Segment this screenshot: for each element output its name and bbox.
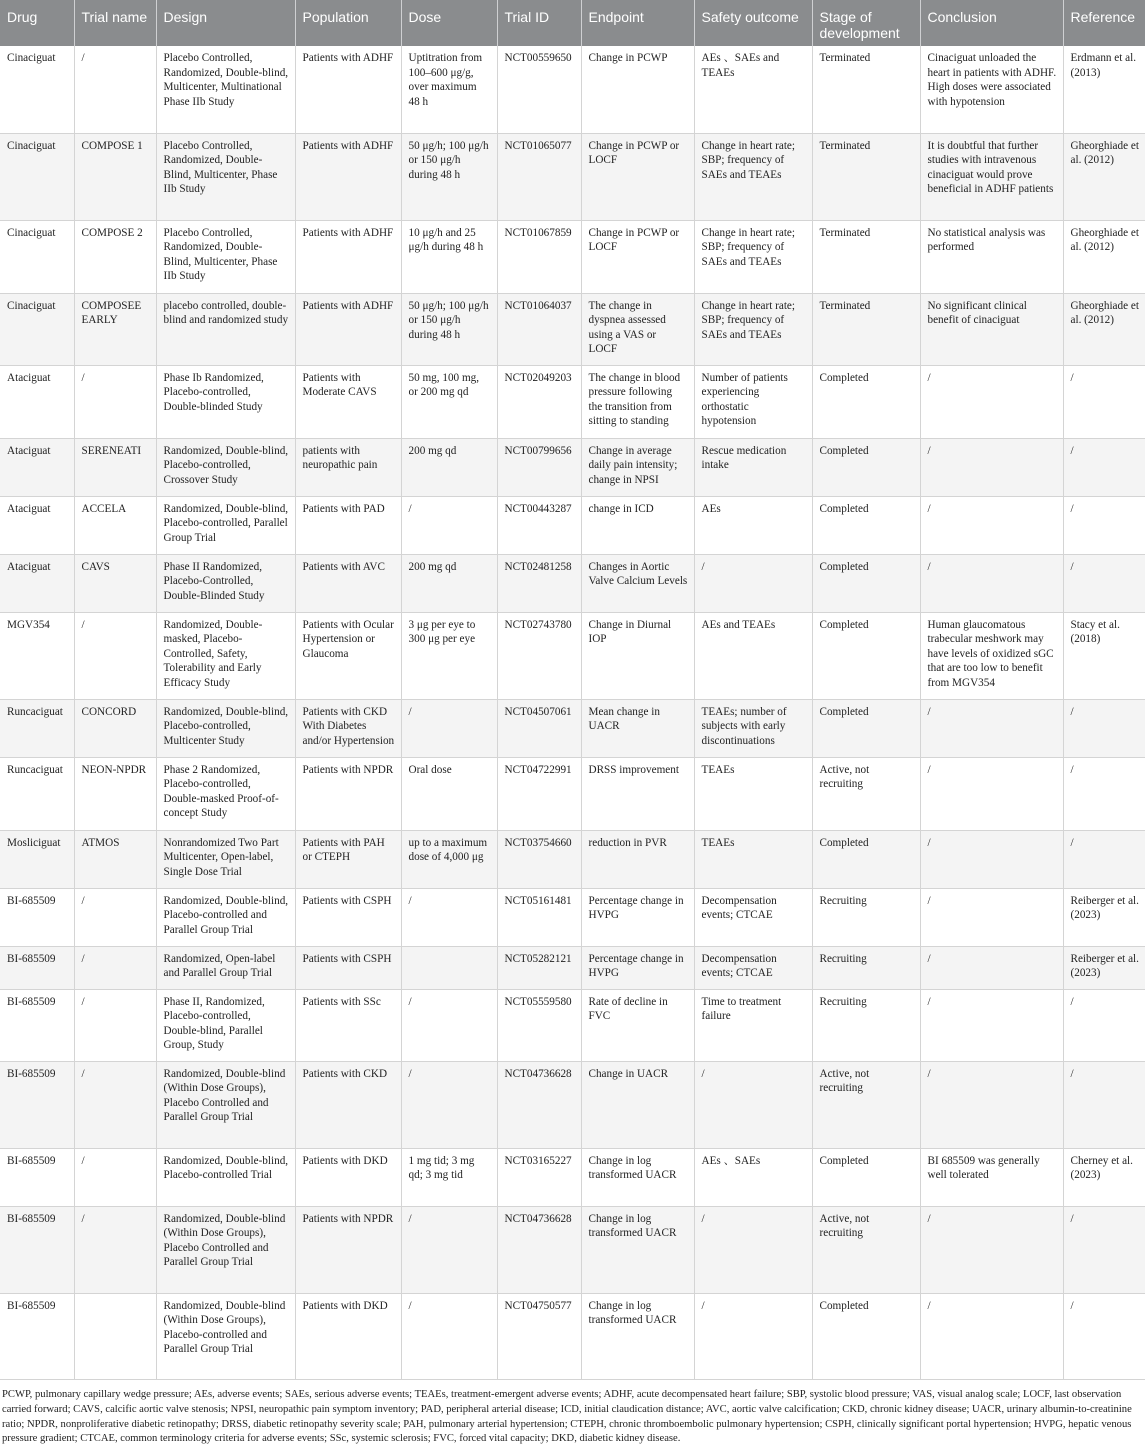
cell-population: Patients with PAD bbox=[295, 496, 401, 554]
cell-dose: 10 μg/h and 25 μg/h during 48 h bbox=[401, 220, 497, 293]
cell-trial-name: COMPOSEE EARLY bbox=[74, 293, 156, 365]
cell-safety-outcome: Decompensation events; CTCAE bbox=[694, 888, 812, 946]
cell-reference: Gheorghiade et al. (2012) bbox=[1063, 220, 1145, 293]
cell-trial-name: / bbox=[74, 1206, 156, 1293]
cell-safety-outcome: / bbox=[694, 1206, 812, 1293]
cell-dose: 200 mg qd bbox=[401, 554, 497, 612]
cell-trial-name: / bbox=[74, 1061, 156, 1148]
cell-reference: / bbox=[1063, 830, 1145, 888]
cell-dose: / bbox=[401, 496, 497, 554]
table-row bbox=[0, 133, 1145, 220]
cell-drug: BI-685509 bbox=[0, 888, 74, 946]
cell-safety-outcome: TEAEs bbox=[694, 830, 812, 888]
cell-endpoint: change in ICD bbox=[581, 496, 694, 554]
cell-dose: 50 mg, 100 mg, or 200 mg qd bbox=[401, 365, 497, 438]
cell-drug: Ataciguat bbox=[0, 554, 74, 612]
cell-trial-name: / bbox=[74, 989, 156, 1061]
cell-stage: Completed bbox=[812, 1293, 920, 1379]
cell-population: Patients with DKD bbox=[295, 1148, 401, 1206]
cell-conclusion: / bbox=[920, 830, 1063, 888]
cell-stage: Completed bbox=[812, 1148, 920, 1206]
table-row bbox=[0, 989, 1145, 1061]
cell-trial-id: NCT04722991 bbox=[497, 757, 581, 830]
cell-drug: MGV354 bbox=[0, 612, 74, 699]
cell-trial-id: NCT03754660 bbox=[497, 830, 581, 888]
cell-stage: Completed bbox=[812, 554, 920, 612]
cell-design: Placebo Controlled, Randomized, Double-Blind, Multicenter, Phase IIb Study bbox=[156, 220, 295, 293]
cell-endpoint: Change in PCWP or LOCF bbox=[581, 220, 694, 293]
cell-dose bbox=[401, 946, 497, 989]
table-row bbox=[0, 699, 1145, 757]
cell-design: Placebo Controlled, Randomized, Double-Blind, Multicenter, Phase IIb Study bbox=[156, 133, 295, 220]
cell-endpoint: Change in UACR bbox=[581, 1061, 694, 1148]
cell-population: Patients with CSPH bbox=[295, 888, 401, 946]
header-trial-id: Trial ID bbox=[497, 0, 581, 46]
cell-trial-name: / bbox=[74, 1148, 156, 1206]
header-safety-outcome: Safety outcome bbox=[694, 0, 812, 46]
cell-population: Patients with NPDR bbox=[295, 757, 401, 830]
cell-population: Patients with ADHF bbox=[295, 46, 401, 133]
cell-conclusion: / bbox=[920, 438, 1063, 496]
cell-population: Patients with Ocular Hypertension or Glaucoma bbox=[295, 612, 401, 699]
cell-endpoint: Percentage change in HVPG bbox=[581, 888, 694, 946]
table-row bbox=[0, 1206, 1145, 1293]
cell-trial-id: NCT03165227 bbox=[497, 1148, 581, 1206]
cell-conclusion: It is doubtful that further studies with intravenous cinaciguat would prove beneficial in ADHF patients bbox=[920, 133, 1063, 220]
table-row bbox=[0, 757, 1145, 830]
cell-stage: Recruiting bbox=[812, 989, 920, 1061]
header-dose: Dose bbox=[401, 0, 497, 46]
table-body bbox=[0, 46, 1145, 1379]
table-row bbox=[0, 293, 1145, 365]
cell-trial-name: CONCORD bbox=[74, 699, 156, 757]
cell-dose: 200 mg qd bbox=[401, 438, 497, 496]
cell-dose: / bbox=[401, 1061, 497, 1148]
cell-design: Phase 2 Randomized, Placebo-controlled, Double-masked Proof-of-concept Study bbox=[156, 757, 295, 830]
cell-safety-outcome: Change in heart rate; SBP; frequency of SAEs and TEAEs bbox=[694, 133, 812, 220]
cell-population: Patients with CKD With Diabetes and/or Hypertension bbox=[295, 699, 401, 757]
cell-design: Randomized, Double-blind (Within Dose Groups), Placebo Controlled and Parallel Group Trial bbox=[156, 1061, 295, 1148]
header-design: Design bbox=[156, 0, 295, 46]
cell-endpoint: Change in log transformed UACR bbox=[581, 1206, 694, 1293]
cell-dose: Uptitration from 100–600 μg/g, over maximum 48 h bbox=[401, 46, 497, 133]
cell-trial-name: SERENEATI bbox=[74, 438, 156, 496]
cell-trial-name: COMPOSE 2 bbox=[74, 220, 156, 293]
cell-drug: Ataciguat bbox=[0, 496, 74, 554]
cell-reference: / bbox=[1063, 438, 1145, 496]
cell-trial-name bbox=[74, 1293, 156, 1379]
cell-reference: / bbox=[1063, 496, 1145, 554]
cell-trial-id: NCT04750577 bbox=[497, 1293, 581, 1379]
cell-safety-outcome: AEs bbox=[694, 496, 812, 554]
cell-trial-name: COMPOSE 1 bbox=[74, 133, 156, 220]
header-reference: Reference bbox=[1070, 9, 1136, 25]
header-drug: Drug bbox=[0, 0, 74, 46]
cell-reference: Gheorghiade et al. (2012) bbox=[1063, 293, 1145, 365]
cell-safety-outcome: / bbox=[694, 554, 812, 612]
table-row bbox=[0, 496, 1145, 554]
cell-safety-outcome: Rescue medication intake bbox=[694, 438, 812, 496]
table-row bbox=[0, 365, 1145, 438]
table-row bbox=[0, 554, 1145, 612]
cell-conclusion: / bbox=[920, 554, 1063, 612]
cell-drug: BI-685509 bbox=[0, 1148, 74, 1206]
cell-trial-id: NCT02743780 bbox=[497, 612, 581, 699]
cell-endpoint: Changes in Aortic Valve Calcium Levels bbox=[581, 554, 694, 612]
cell-reference: Reiberger et al. (2023) bbox=[1063, 888, 1145, 946]
cell-reference: / bbox=[1063, 989, 1145, 1061]
cell-trial-id: NCT01067859 bbox=[497, 220, 581, 293]
cell-trial-id: NCT00443287 bbox=[497, 496, 581, 554]
table-row bbox=[0, 1061, 1145, 1148]
cell-population: Patients with CKD bbox=[295, 1061, 401, 1148]
cell-dose: 50 μg/h; 100 μg/h or 150 μg/h during 48 h bbox=[401, 293, 497, 365]
cell-reference: Gheorghiade et al. (2012) bbox=[1063, 133, 1145, 220]
cell-conclusion: No significant clinical benefit of cinaciguat bbox=[920, 293, 1063, 365]
cell-safety-outcome: Time to treatment failure bbox=[694, 989, 812, 1061]
table-header bbox=[0, 0, 1145, 46]
cell-conclusion: / bbox=[920, 946, 1063, 989]
cell-population: Patients with ADHF bbox=[295, 133, 401, 220]
cell-trial-name: / bbox=[74, 46, 156, 133]
cell-trial-name: / bbox=[74, 365, 156, 438]
cell-trial-id: NCT02481258 bbox=[497, 554, 581, 612]
cell-reference: / bbox=[1063, 1061, 1145, 1148]
cell-stage: Completed bbox=[812, 438, 920, 496]
header-conclusion: Conclusion bbox=[920, 0, 1063, 46]
cell-population: Patients with DKD bbox=[295, 1293, 401, 1379]
table-row bbox=[0, 438, 1145, 496]
cell-trial-id: NCT05161481 bbox=[497, 888, 581, 946]
table-footnote: PCWP, pulmonary capillary wedge pressure; AEs, adverse events; SAEs, serious adverse events; TEAEs, treatment-emergent adverse events; ADHF, acute decompensated heart failure; SBP, systolic blood pressure; VAS, visual analog scale; LOCF, last observation carried forward; CAVS, calcific aortic valve stenosis; NPSI, neuropathic pain symptom inventory; PAD, peripheral arterial disease; ICD, initial claudication distance; AVC, aortic valve calcification; CKD, chronic kidney disease; UACR, urinary albumin-to-creatinine ratio; NPDR, nonproliferative diabetic retinopathy; DRSS, diabetic retinopathy severity scale; PAH, pulmonary arterial hypertension; CTEPH, chronic thromboembolic pulmonary hypertension; CSPH, clinically significant portal hypertension; HVPG, hepatic venous pressure gradient; CTCAE, common terminology criteria for adverse events; SSc, systemic sclerosis; FVC, forced vital capacity; DKD, diabetic kidney disease. bbox=[2, 1389, 1132, 1445]
cell-design: Placebo Controlled, Randomized, Double-blind, Multicenter, Multinational Phase IIb Study bbox=[156, 46, 295, 133]
cell-trial-name: / bbox=[74, 888, 156, 946]
cell-design: Randomized, Double-blind, Placebo-controlled, Crossover Study bbox=[156, 438, 295, 496]
table-row bbox=[0, 830, 1145, 888]
cell-endpoint: Mean change in UACR bbox=[581, 699, 694, 757]
cell-endpoint: Change in Diurnal IOP bbox=[581, 612, 694, 699]
cell-trial-name: CAVS bbox=[74, 554, 156, 612]
cell-drug: BI-685509 bbox=[0, 989, 74, 1061]
cell-drug: Cinaciguat bbox=[0, 293, 74, 365]
cell-design: Randomized, Double-blind, Placebo-controlled, Parallel Group Trial bbox=[156, 496, 295, 554]
cell-safety-outcome: / bbox=[694, 1061, 812, 1148]
cell-reference: Reiberger et al. (2023) bbox=[1063, 946, 1145, 989]
cell-population: Patients with Moderate CAVS bbox=[295, 365, 401, 438]
cell-trial-id: NCT05282121 bbox=[497, 946, 581, 989]
cell-endpoint: reduction in PVR bbox=[581, 830, 694, 888]
cell-stage: Terminated bbox=[812, 133, 920, 220]
cell-stage: Active, not recruiting bbox=[812, 1061, 920, 1148]
cell-reference: Cherney et al. (2023) bbox=[1063, 1148, 1145, 1206]
cell-drug: Cinaciguat bbox=[0, 133, 74, 220]
cell-safety-outcome: AEs and TEAEs bbox=[694, 612, 812, 699]
cell-conclusion: Cinaciguat unloaded the heart in patients with ADHF. High doses were associated with hypotension bbox=[920, 46, 1063, 133]
table-row bbox=[0, 888, 1145, 946]
cell-trial-id: NCT00799656 bbox=[497, 438, 581, 496]
cell-conclusion: / bbox=[920, 1293, 1063, 1379]
cell-drug: BI-685509 bbox=[0, 1206, 74, 1293]
cell-endpoint: Rate of decline in FVC bbox=[581, 989, 694, 1061]
cell-drug: Cinaciguat bbox=[0, 46, 74, 133]
cell-safety-outcome: TEAEs; number of subjects with early discontinuations bbox=[694, 699, 812, 757]
cell-trial-id: NCT04736628 bbox=[497, 1206, 581, 1293]
cell-reference: / bbox=[1063, 1293, 1145, 1379]
cell-conclusion: / bbox=[920, 496, 1063, 554]
cell-conclusion: / bbox=[920, 1061, 1063, 1148]
cell-drug: BI-685509 bbox=[0, 1293, 74, 1379]
cell-dose: / bbox=[401, 1293, 497, 1379]
cell-population: Patients with ADHF bbox=[295, 293, 401, 365]
cell-population: Patients with ADHF bbox=[295, 220, 401, 293]
cell-dose: up to a maximum dose of 4,000 μg bbox=[401, 830, 497, 888]
cell-design: Randomized, Double-masked, Placebo-Controlled, Safety, Tolerability and Early Efficacy Study bbox=[156, 612, 295, 699]
cell-stage: Terminated bbox=[812, 293, 920, 365]
cell-reference: / bbox=[1063, 1206, 1145, 1293]
cell-dose: / bbox=[401, 888, 497, 946]
cell-endpoint: Change in PCWP or LOCF bbox=[581, 133, 694, 220]
cell-drug: Ataciguat bbox=[0, 438, 74, 496]
cell-endpoint: DRSS improvement bbox=[581, 757, 694, 830]
cell-endpoint: Change in log transformed UACR bbox=[581, 1293, 694, 1379]
cell-stage: Completed bbox=[812, 612, 920, 699]
cell-endpoint: Change in average daily pain intensity; change in NPSI bbox=[581, 438, 694, 496]
cell-population: patients with neuropathic pain bbox=[295, 438, 401, 496]
cell-safety-outcome: Number of patients experiencing orthostatic hypotension bbox=[694, 365, 812, 438]
cell-dose: Oral dose bbox=[401, 757, 497, 830]
cell-conclusion: / bbox=[920, 757, 1063, 830]
cell-dose: 3 μg per eye to 300 μg per eye bbox=[401, 612, 497, 699]
cell-dose: / bbox=[401, 1206, 497, 1293]
cell-dose: 50 μg/h; 100 μg/h or 150 μg/h during 48 h bbox=[401, 133, 497, 220]
table-row bbox=[0, 220, 1145, 293]
cell-stage: Recruiting bbox=[812, 888, 920, 946]
cell-trial-id: NCT01064037 bbox=[497, 293, 581, 365]
cell-trial-name: / bbox=[74, 612, 156, 699]
cell-conclusion: / bbox=[920, 365, 1063, 438]
cell-trial-id: NCT02049203 bbox=[497, 365, 581, 438]
cell-trial-name: NEON-NPDR bbox=[74, 757, 156, 830]
cell-endpoint: The change in blood pressure following the transition from sitting to standing bbox=[581, 365, 694, 438]
cell-trial-name: / bbox=[74, 946, 156, 989]
cell-conclusion: / bbox=[920, 1206, 1063, 1293]
cell-population: Patients with AVC bbox=[295, 554, 401, 612]
cell-design: Nonrandomized Two Part Multicenter, Open-label, Single Dose Trial bbox=[156, 830, 295, 888]
cell-population: Patients with SSc bbox=[295, 989, 401, 1061]
cell-conclusion: / bbox=[920, 989, 1063, 1061]
cell-trial-id: NCT00559650 bbox=[497, 46, 581, 133]
cell-safety-outcome: / bbox=[694, 1293, 812, 1379]
cell-stage: Completed bbox=[812, 496, 920, 554]
cell-safety-outcome: Decompensation events; CTCAE bbox=[694, 946, 812, 989]
header-stage: Stage of development bbox=[812, 0, 920, 46]
cell-drug: BI-685509 bbox=[0, 946, 74, 989]
cell-conclusion: No statistical analysis was performed bbox=[920, 220, 1063, 293]
cell-trial-id: NCT04736628 bbox=[497, 1061, 581, 1148]
table-row bbox=[0, 46, 1145, 133]
cell-stage: Completed bbox=[812, 699, 920, 757]
cell-drug: Runcaciguat bbox=[0, 757, 74, 830]
cell-dose: 1 mg tid; 3 mg qd; 3 mg tid bbox=[401, 1148, 497, 1206]
cell-population: Patients with NPDR bbox=[295, 1206, 401, 1293]
table-row bbox=[0, 612, 1145, 699]
table-row bbox=[0, 1148, 1145, 1206]
header-endpoint: Endpoint bbox=[581, 0, 694, 46]
cell-design: Randomized, Double-blind (Within Dose Groups), Placebo-controlled and Parallel Group Trial bbox=[156, 1293, 295, 1379]
cell-endpoint: Change in log transformed UACR bbox=[581, 1148, 694, 1206]
cell-stage: Completed bbox=[812, 365, 920, 438]
cell-design: Randomized, Double-blind, Placebo-controlled, Multicenter Study bbox=[156, 699, 295, 757]
cell-reference: / bbox=[1063, 757, 1145, 830]
cell-stage: Active, not recruiting bbox=[812, 757, 920, 830]
cell-design: Phase II, Randomized, Placebo-controlled, Double-blind, Parallel Group, Study bbox=[156, 989, 295, 1061]
cell-endpoint: The change in dyspnea assessed using a VAS or LOCF bbox=[581, 293, 694, 365]
cell-stage: Terminated bbox=[812, 46, 920, 133]
cell-safety-outcome: Change in heart rate; SBP; frequency of SAEs and TEAEs bbox=[694, 293, 812, 365]
cell-trial-name: ATMOS bbox=[74, 830, 156, 888]
cell-stage: Completed bbox=[812, 830, 920, 888]
cell-design: Randomized, Open-label and Parallel Group Trial bbox=[156, 946, 295, 989]
header-row bbox=[0, 0, 1145, 46]
cell-reference: Erdmann et al. (2013) bbox=[1063, 46, 1145, 133]
cell-trial-id: NCT04507061 bbox=[497, 699, 581, 757]
cell-reference: / bbox=[1063, 365, 1145, 438]
table-row bbox=[0, 946, 1145, 989]
cell-reference: / bbox=[1063, 699, 1145, 757]
cell-safety-outcome: TEAEs bbox=[694, 757, 812, 830]
cell-design: Randomized, Double-blind (Within Dose Groups), Placebo Controlled and Parallel Group Trial bbox=[156, 1206, 295, 1293]
cell-endpoint: Percentage change in HVPG bbox=[581, 946, 694, 989]
cell-conclusion: Human glaucomatous trabecular meshwork may have levels of oxidized sGC that are too low to benefit from MGV354 bbox=[920, 612, 1063, 699]
cell-design: Randomized, Double-blind, Placebo-controlled and Parallel Group Trial bbox=[156, 888, 295, 946]
cell-drug: BI-685509 bbox=[0, 1061, 74, 1148]
cell-stage: Recruiting bbox=[812, 946, 920, 989]
cell-trial-id: NCT01065077 bbox=[497, 133, 581, 220]
cell-trial-name: ACCELA bbox=[74, 496, 156, 554]
cell-design: Randomized, Double-blind, Placebo-controlled Trial bbox=[156, 1148, 295, 1206]
cell-safety-outcome: Change in heart rate; SBP; frequency of SAEs and TEAEs bbox=[694, 220, 812, 293]
cell-drug: Cinaciguat bbox=[0, 220, 74, 293]
cell-conclusion: / bbox=[920, 888, 1063, 946]
cell-trial-id: NCT05559580 bbox=[497, 989, 581, 1061]
header-trial-name: Trial name bbox=[74, 0, 156, 46]
cell-endpoint: Change in PCWP bbox=[581, 46, 694, 133]
cell-conclusion: BI 685509 was generally well tolerated bbox=[920, 1148, 1063, 1206]
cell-reference: Stacy et al. (2018) bbox=[1063, 612, 1145, 699]
table-row bbox=[0, 1293, 1145, 1379]
cell-dose: / bbox=[401, 989, 497, 1061]
cell-design: Phase Ib Randomized, Placebo-controlled, Double-blinded Study bbox=[156, 365, 295, 438]
header-population: Population bbox=[295, 0, 401, 46]
cell-stage: Terminated bbox=[812, 220, 920, 293]
cell-drug: Runcaciguat bbox=[0, 699, 74, 757]
cell-dose: / bbox=[401, 699, 497, 757]
cell-design: placebo controlled, double-blind and randomized study bbox=[156, 293, 295, 365]
cell-drug: Ataciguat bbox=[0, 365, 74, 438]
cell-drug: Mosliciguat bbox=[0, 830, 74, 888]
cell-population: Patients with PAH or CTEPH bbox=[295, 830, 401, 888]
cell-design: Phase II Randomized, Placebo-Controlled, Double-Blinded Study bbox=[156, 554, 295, 612]
cell-conclusion: / bbox=[920, 699, 1063, 757]
cell-stage: Active, not recruiting bbox=[812, 1206, 920, 1293]
cell-population: Patients with CSPH bbox=[295, 946, 401, 989]
cell-safety-outcome: AEs 、SAEs and TEAEs bbox=[694, 46, 812, 133]
cell-safety-outcome: AEs 、SAEs bbox=[694, 1148, 812, 1206]
cell-reference: / bbox=[1063, 554, 1145, 612]
